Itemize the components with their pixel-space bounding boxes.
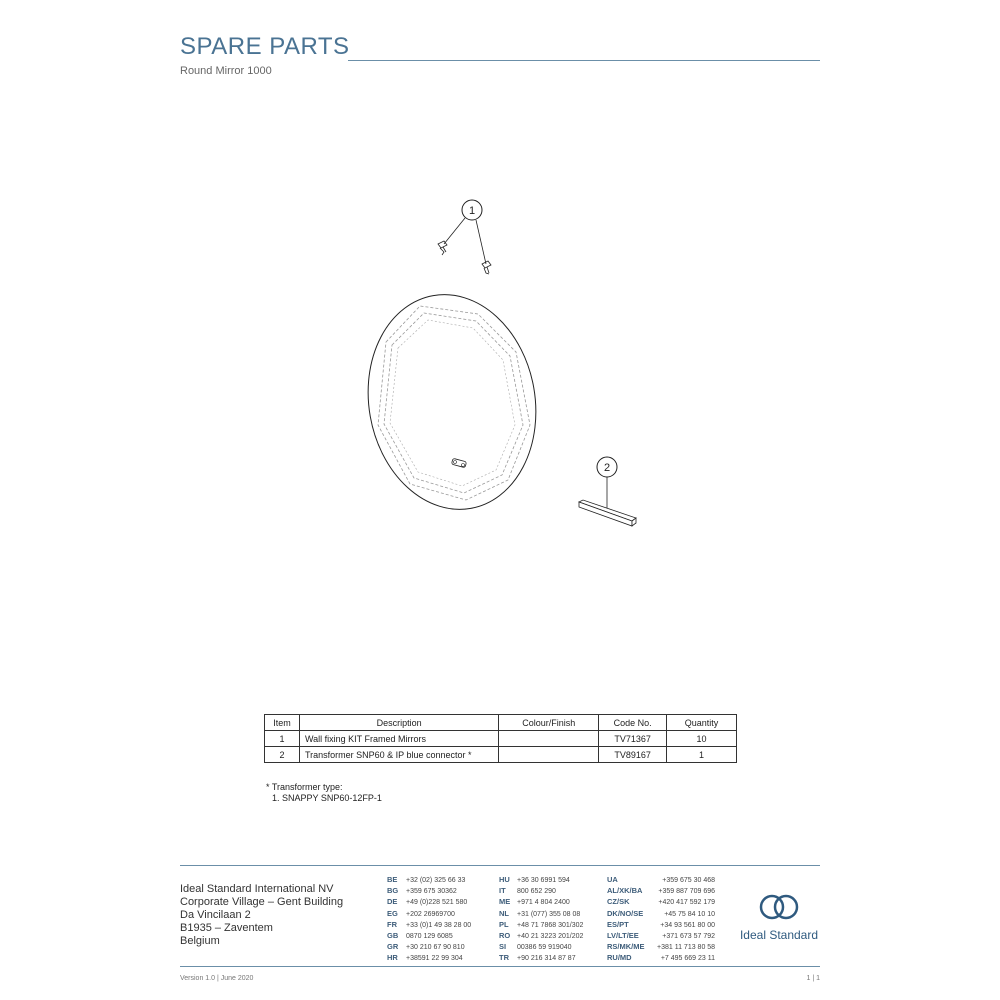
footnote-item: 1. SNAPPY SNP60-12FP-1 xyxy=(272,793,382,803)
address-line: Da Vincilaan 2 xyxy=(180,909,251,921)
phone-number: +30 210 67 90 810 xyxy=(406,944,465,952)
contact-row xyxy=(499,931,583,942)
company-name: Ideal Standard International NV xyxy=(180,883,334,895)
page-number: 1 | 1 xyxy=(806,975,820,982)
wall-fixing-right xyxy=(482,261,491,274)
country-code: IT xyxy=(499,886,506,896)
country-code: AL/XK/BA xyxy=(607,886,643,896)
page-title: SPARE PARTS xyxy=(180,33,350,60)
header-colour-finish: Colour/Finish xyxy=(499,715,599,731)
country-code: RU/MD xyxy=(607,953,632,963)
country-code: GB xyxy=(387,931,399,941)
country-code: LV/LT/EE xyxy=(607,931,639,941)
wall-fixing-left xyxy=(438,241,447,255)
contact-row xyxy=(387,953,471,964)
callout-1 xyxy=(444,200,486,264)
table-row xyxy=(265,747,737,763)
contact-row xyxy=(607,920,715,931)
contacts-column-3 xyxy=(607,875,715,965)
contact-row xyxy=(387,875,471,886)
contact-row xyxy=(607,953,715,964)
callout-2 xyxy=(597,457,617,510)
contact-row xyxy=(499,886,583,897)
country-code: CZ/SK xyxy=(607,897,630,907)
company-address xyxy=(180,883,343,948)
phone-number: +45 75 84 10 10 xyxy=(664,910,715,918)
contact-row xyxy=(387,931,471,942)
row-code: TV71367 xyxy=(599,731,667,747)
country-code: UA xyxy=(607,875,618,884)
contact-row xyxy=(499,920,583,931)
country-code: GR xyxy=(387,942,399,952)
country-code: EG xyxy=(387,908,398,918)
country-code: DE xyxy=(387,897,398,907)
country-code: HU xyxy=(499,875,510,884)
contact-row xyxy=(499,875,583,886)
phone-number: +202 26969700 xyxy=(406,910,455,918)
country-code: RS/MK/ME xyxy=(607,942,645,952)
phone-number: +38591 22 99 304 xyxy=(406,955,463,963)
callout-1-label: 1 xyxy=(468,205,476,217)
contact-row xyxy=(607,942,715,953)
contact-row xyxy=(607,897,715,908)
phone-number: +7 495 669 23 11 xyxy=(660,955,715,963)
header-code-no: Code No. xyxy=(599,715,667,731)
phone-number: +420 417 592 179 xyxy=(658,899,715,907)
phone-number: +40 21 3223 201/202 xyxy=(517,933,584,941)
phone-number: +32 (02) 325 66 33 xyxy=(406,877,466,884)
spare-parts-table xyxy=(264,714,737,763)
country-code: FR xyxy=(387,919,397,929)
phone-number: +359 675 30362 xyxy=(406,888,457,896)
country-code: BE xyxy=(387,875,398,884)
phone-number: +36 30 6991 594 xyxy=(517,877,570,884)
header-description: Description xyxy=(299,715,498,731)
contact-row xyxy=(607,886,715,897)
phone-number: +33 (0)1 49 38 28 00 xyxy=(406,921,472,929)
contact-row xyxy=(387,897,471,908)
contact-row xyxy=(607,909,715,920)
phone-number: +34 93 561 80 00 xyxy=(660,921,715,929)
address-line: Corporate Village – Gent Building xyxy=(180,896,344,908)
country-code: DK/NO/SE xyxy=(607,908,644,918)
country-code: RO xyxy=(499,931,511,941)
row-finish xyxy=(499,747,599,763)
contact-row xyxy=(387,909,471,920)
transformer xyxy=(579,500,636,526)
address-line: Belgium xyxy=(180,935,220,947)
row-finish xyxy=(499,731,599,747)
contact-row xyxy=(387,942,471,953)
row-quantity: 10 xyxy=(667,731,737,747)
table-row xyxy=(265,731,737,747)
country-code: PL xyxy=(499,919,509,929)
round-mirror xyxy=(352,281,553,523)
footnote-heading: * Transformer type: xyxy=(266,782,343,792)
page-subtitle: Round Mirror 1000 xyxy=(180,65,272,77)
country-code: TR xyxy=(499,953,509,963)
contact-row xyxy=(607,931,715,942)
phone-number: +359 887 709 696 xyxy=(658,888,715,896)
phone-number: +31 (077) 355 08 08 xyxy=(517,910,581,918)
phone-number: +371 673 57 792 xyxy=(662,933,715,941)
contact-row xyxy=(499,909,583,920)
contacts-column-2 xyxy=(499,875,583,965)
logo-text: Ideal Standard xyxy=(739,928,819,942)
contacts-column-1 xyxy=(387,875,471,965)
row-quantity: 1 xyxy=(667,747,737,763)
footer-divider-top xyxy=(180,865,820,866)
header-quantity: Quantity xyxy=(667,715,737,731)
phone-number: +90 216 314 87 87 xyxy=(517,955,576,963)
logo-rings-icon xyxy=(757,893,801,921)
contact-row xyxy=(499,942,583,953)
phone-number: +359 675 30 468 xyxy=(662,877,715,884)
callout-2-label: 2 xyxy=(603,462,611,474)
header-item: Item xyxy=(265,715,300,731)
country-code: BG xyxy=(387,886,399,896)
phone-number: +971 4 804 2400 xyxy=(517,899,570,907)
contact-row xyxy=(499,953,583,964)
country-code: HR xyxy=(387,953,398,963)
footer-divider-bottom xyxy=(180,966,820,967)
row-item: 1 xyxy=(265,731,300,747)
phone-number: 0870 129 6085 xyxy=(406,933,453,941)
version-info: Version 1.0 | June 2020 xyxy=(180,975,254,982)
address-line: B1935 – Zaventem xyxy=(180,922,273,934)
phone-number: +48 71 7868 301/302 xyxy=(517,921,584,929)
table-header-row xyxy=(265,715,737,731)
contact-row xyxy=(499,897,583,908)
phone-number: +381 11 713 80 58 xyxy=(657,944,716,952)
country-code: SI xyxy=(499,942,507,952)
contact-row xyxy=(387,920,471,931)
row-code: TV89167 xyxy=(599,747,667,763)
country-code: ME xyxy=(499,897,511,907)
contact-row xyxy=(607,875,715,886)
phone-number: 800 652 290 xyxy=(517,888,556,896)
row-description: Transformer SNP60 & IP blue connector * xyxy=(299,747,498,763)
transformer-footnote xyxy=(266,782,382,804)
country-code: ES/PT xyxy=(607,919,629,929)
contact-row xyxy=(387,886,471,897)
row-item: 2 xyxy=(265,747,300,763)
phone-number: +49 (0)228 521 580 xyxy=(406,899,468,907)
ideal-standard-logo xyxy=(734,893,824,942)
phone-number: 00386 59 919040 xyxy=(517,944,572,952)
row-description: Wall fixing KIT Framed Mirrors xyxy=(299,731,498,747)
country-code: NL xyxy=(499,908,509,918)
